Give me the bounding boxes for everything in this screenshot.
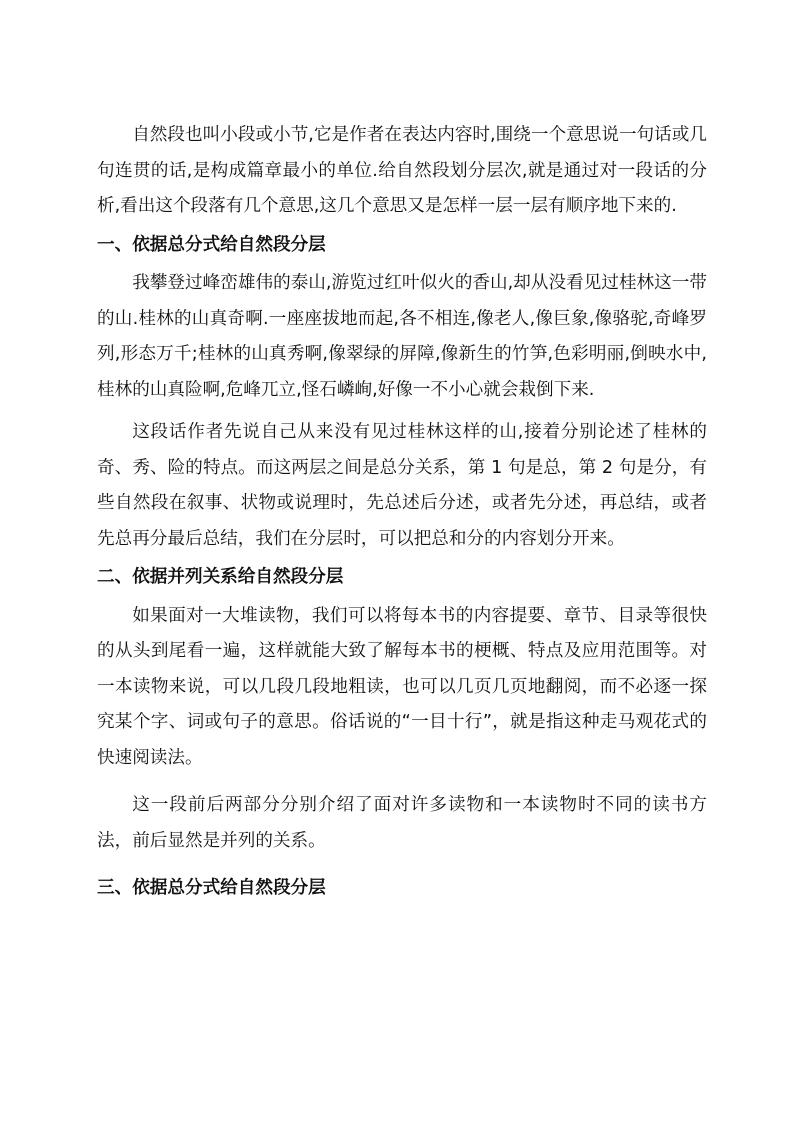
- intro-paragraph: 自然段也叫小段或小节,它是作者在表达内容时,围绕一个意思说一句话或几句连贯的话,是构成篇章最小的单位.给自然段划分层次,就是通过对一段话的分析,看出这个段落有几个意思,这几个意思又是怎样一层一层有顺序地下来的.: [97, 125, 707, 216]
- section-3-heading: 三、依据总分式给自然段分层: [97, 878, 326, 898]
- spacer: [97, 776, 707, 788]
- document-body: [97, 118, 707, 907]
- section-1-example-paragraph: 我攀登过峰峦雄伟的泰山,游览过红叶似火的香山,却从没看见过桂林这一带的山.桂林的山真奇啊.一座座拔地而起,各不相连,像老人,像巨象,像骆驼,奇峰罗列,形态万千;桂林的山真秀啊,像翠绿的屏障,像新生的竹笋,色彩明丽,倒映水中,桂林的山真险啊,危峰兀立,怪石嶙峋,好像一不小心就会栽倒下来.: [97, 273, 707, 400]
- spacer: [97, 408, 707, 415]
- section-1-heading: 一、依据总分式给自然段分层: [97, 234, 326, 255]
- section-2-analysis-paragraph: 这一段前后两部分分别介绍了面对许多读物和一本读物时不同的读书方法，前后显然是并列的关系。: [97, 795, 707, 851]
- section-1-analysis-paragraph: 这段话作者先说自己从来没有见过桂林这样的山,接着分别论述了桂林的奇、秀、险的特点。而这两层之间是总分关系，第 1 句是总，第 2 句是分，有些自然段在叙事、状物或说理时，先总述后分述，或者先分述，再总结，或者先总再分最后总结，我们在分层时，可以把总和分的内容划分开来。: [97, 422, 707, 549]
- spacer: [97, 859, 707, 871]
- section-2-example-paragraph: 如果面对一大堆读物，我们可以将每本书的内容提要、章节、目录等很快的从头到尾看一遍，这样就能大致了解每本书的梗概、特点及应用范围等。对一本读物来说，可以几段几段地粗读，也可以几页几页地翻阅，而不必逐一探究某个字、词或句子的意思。俗话说的“一目十行”，就是指这种走马观花式的快速阅读法。: [97, 605, 707, 768]
- section-2-heading: 二、依据并列关系给自然段分层: [97, 567, 344, 587]
